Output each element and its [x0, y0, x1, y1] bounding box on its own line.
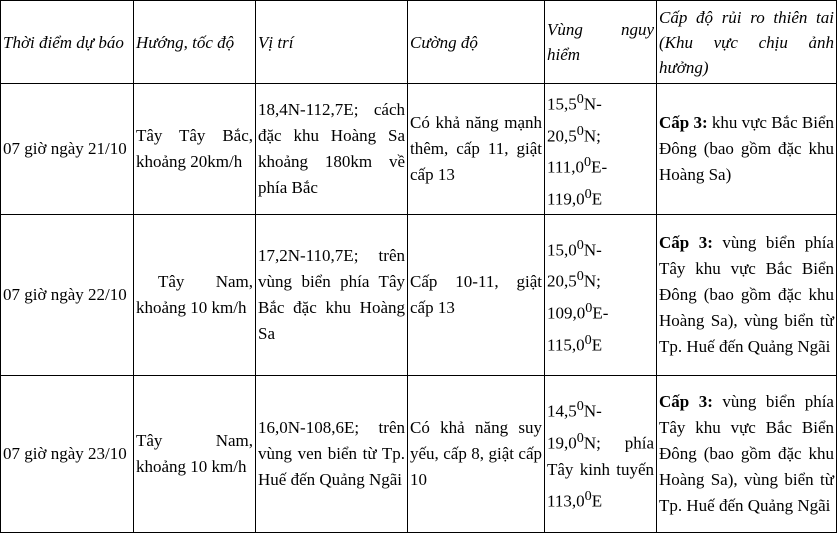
- header-time: Thời điểm dự báo: [1, 1, 134, 84]
- cell-intensity: Có khả năng mạnh thêm, cấp 11, giật cấp 13: [408, 84, 545, 215]
- cell-intensity: Có khả năng suy yếu, cấp 8, giật cấp 10: [408, 375, 545, 532]
- cell-position: 17,2N-110,7E; trên vùng biển phía Tây Bắc đặc khu Hoàng Sa: [256, 215, 408, 375]
- header-danger-zone: Vùng nguy hiểm: [545, 1, 657, 84]
- cell-intensity: Cấp 10-11, giật cấp 13: [408, 215, 545, 375]
- cell-danger-zone: 14,5$^0$N-19,0$^0$N; phía Tây kinh tuyến 113,0$^0$E: [545, 375, 657, 532]
- header-risk: Cấp độ rủi ro thiên tai (Khu vực chịu ảnh hưởng): [657, 1, 837, 84]
- cell-danger-zone: 15,5$^0$N-20,5$^0$N; 111,0$^0$E-119,0$^0$E: [545, 84, 657, 215]
- cell-risk: [657, 375, 837, 532]
- header-row: [1, 1, 837, 84]
- risk-level: Cấp 3:: [659, 113, 708, 133]
- table-row: [1, 215, 837, 375]
- risk-area: khu vực Bắc Biển Đông (bao gồm đặc khu Hoàng Sa): [659, 113, 834, 185]
- header-intensity: Cường độ: [408, 1, 545, 84]
- cell-risk: [657, 215, 837, 375]
- table-row: [1, 375, 837, 532]
- cell-position: 16,0N-108,6E; trên vùng ven biển từ Tp. Huế đến Quảng Ngãi: [256, 375, 408, 532]
- cell-time: 07 giờ ngày 22/10: [1, 215, 134, 375]
- table-row: [1, 84, 837, 215]
- cell-risk: [657, 84, 837, 215]
- cell-position: 18,4N-112,7E; cách đặc khu Hoàng Sa khoảng 180km về phía Bắc: [256, 84, 408, 215]
- cell-direction: Tây Nam, khoảng 10 km/h: [134, 375, 256, 532]
- cell-direction: Tây Tây Bắc, khoảng 20km/h: [134, 84, 256, 215]
- cell-time: 07 giờ ngày 23/10: [1, 375, 134, 532]
- header-position: Vị trí: [256, 1, 408, 84]
- cell-time: 07 giờ ngày 21/10: [1, 84, 134, 215]
- cell-direction: Tây Nam, khoảng 10 km/h: [134, 215, 256, 375]
- risk-area: vùng biển phía Tây khu vực Bắc Biển Đông (bao gồm đặc khu Hoàng Sa), vùng biển từ Tp. Huế đến Quảng Ngãi: [659, 391, 834, 515]
- cell-danger-zone: 15,0$^0$N-20,5$^0$N; 109,0$^0$E-115,0$^0$E: [545, 215, 657, 375]
- header-direction: Hướng, tốc độ: [134, 1, 256, 84]
- risk-area: vùng biển phía Tây khu vực Bắc Biển Đông (bao gồm đặc khu Hoàng Sa), vùng biển từ Tp. Huế đến Quảng Ngãi: [659, 233, 834, 357]
- risk-level: Cấp 3:: [659, 391, 713, 411]
- risk-level: Cấp 3:: [659, 233, 713, 253]
